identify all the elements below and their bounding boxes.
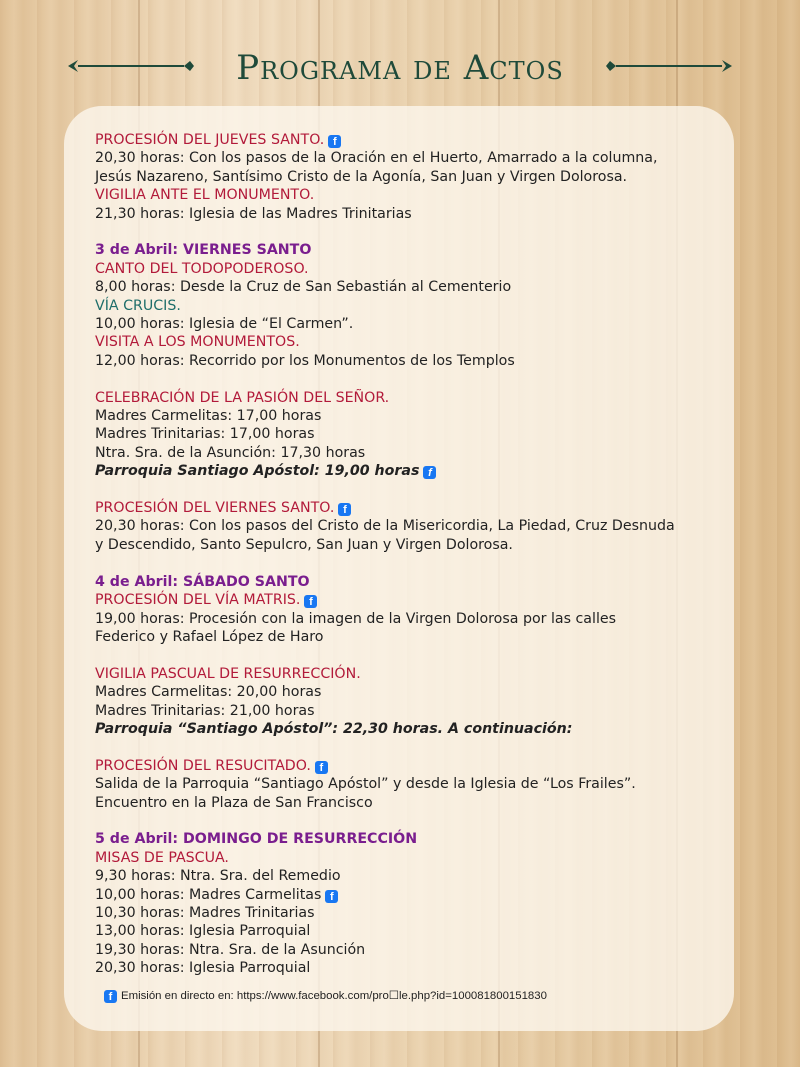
line-text: Salida de la Parroquia “Santiago Apóstol” y desde la Iglesia de “Los Frailes”.	[95, 776, 636, 793]
header	[0, 40, 800, 100]
section-heading	[95, 591, 715, 609]
line-text: CANTO DEL TODOPODEROSO.	[95, 260, 309, 277]
broadcast-footer	[104, 988, 547, 1003]
section-heading	[95, 665, 715, 683]
right-ornament-icon	[604, 56, 734, 76]
facebook-icon[interactable]: f	[423, 466, 436, 479]
section-heading	[95, 260, 715, 278]
line-text: CELEBRACIÓN DE LA PASIÓN DEL SEÑOR.	[95, 389, 390, 406]
spacer	[95, 554, 715, 572]
line-text: PROCESIÓN DEL JUEVES SANTO.	[95, 132, 325, 148]
line-text: Madres Trinitarias: 21,00 horas	[95, 702, 315, 719]
schedule-line	[95, 628, 715, 646]
line-text: VIGILIA ANTE EL MONUMENTO.	[95, 187, 315, 204]
line-text: Parroquia “Santiago Apóstol”: 22,30 horas. A continuación:	[95, 720, 573, 737]
schedule-line	[95, 149, 715, 167]
line-text: 4 de Abril: SÁBADO SANTO	[95, 573, 310, 590]
line-text: Jesús Nazareno, Santísimo Cristo de la Agonía, San Juan y Virgen Dolorosa.	[95, 168, 628, 185]
line-text: 12,00 horas: Recorrido por los Monumentos de los Templos	[95, 352, 515, 369]
facebook-icon[interactable]: f	[328, 135, 341, 148]
line-text: 20,30 horas: Con los pasos del Cristo de la Misericordia, La Piedad, Cruz Desnuda	[95, 518, 675, 535]
line-text: Madres Carmelitas: 17,00 horas	[95, 408, 322, 425]
line-text: 9,30 horas: Ntra. Sra. del Remedio	[95, 868, 341, 885]
line-text: 3 de Abril: VIERNES SANTO	[95, 242, 312, 259]
schedule-line	[95, 315, 715, 333]
spacer	[95, 738, 715, 756]
schedule-line	[95, 683, 715, 701]
schedule-line	[95, 720, 715, 738]
section-heading	[95, 757, 715, 775]
schedule-line	[95, 425, 715, 443]
facebook-icon[interactable]: f	[338, 503, 351, 516]
line-text: 5 de Abril: DOMINGO DE RESURRECCIÓN	[95, 831, 418, 848]
program-content	[95, 131, 715, 978]
schedule-line	[95, 536, 715, 554]
spacer	[95, 646, 715, 664]
line-text: Parroquia Santiago Apóstol: 19,00 horas	[95, 463, 420, 480]
schedule-line	[95, 702, 715, 720]
schedule-line	[95, 462, 715, 480]
facebook-icon[interactable]: f	[104, 990, 117, 1003]
schedule-line	[95, 278, 715, 296]
spacer	[95, 370, 715, 388]
left-ornament-icon	[66, 56, 196, 76]
line-text: PROCESIÓN DEL RESUCITADO.	[95, 757, 311, 774]
line-text: Encuentro en la Plaza de San Francisco	[95, 794, 373, 811]
line-text: 8,00 horas: Desde la Cruz de San Sebastián al Cementerio	[95, 279, 512, 296]
line-text: PROCESIÓN DEL VÍA MATRIS.	[95, 592, 301, 609]
schedule-line	[95, 352, 715, 370]
schedule-line	[95, 922, 715, 940]
schedule-line	[95, 775, 715, 793]
line-text: 10,00 horas: Iglesia de “El Carmen”.	[95, 316, 354, 333]
section-heading	[95, 849, 715, 867]
line-text: 21,30 horas: Iglesia de las Madres Trinitarias	[95, 205, 412, 222]
spacer	[95, 481, 715, 499]
line-text: 20,30 horas: Con los pasos de la Oración en el Huerto, Amarrado a la columna,	[95, 150, 658, 167]
footer-text: Emisión en directo en: https://www.facebook.com/pro☐le.php?id=100081800151830	[121, 990, 547, 1002]
section-heading	[95, 186, 715, 204]
section-heading	[95, 297, 715, 315]
section-heading	[95, 389, 715, 407]
schedule-line	[95, 610, 715, 628]
date-heading	[95, 241, 715, 259]
section-heading	[95, 131, 715, 149]
line-text: VIGILIA PASCUAL DE RESURRECCIÓN.	[95, 665, 361, 682]
section-heading	[95, 333, 715, 351]
line-text: PROCESIÓN DEL VIERNES SANTO.	[95, 500, 335, 517]
schedule-line	[95, 205, 715, 223]
schedule-line	[95, 794, 715, 812]
line-text: 19,30 horas: Ntra. Sra. de la Asunción	[95, 941, 366, 958]
spacer	[95, 812, 715, 830]
section-heading	[95, 499, 715, 517]
line-text: 10,30 horas: Madres Trinitarias	[95, 904, 315, 921]
line-text: Ntra. Sra. de la Asunción: 17,30 horas	[95, 444, 366, 461]
schedule-line	[95, 886, 715, 904]
schedule-line	[95, 904, 715, 922]
schedule-line	[95, 867, 715, 885]
schedule-line	[95, 168, 715, 186]
facebook-icon[interactable]: f	[315, 761, 328, 774]
page-title: Programa de Actos	[236, 48, 564, 88]
line-text: Madres Trinitarias: 17,00 horas	[95, 426, 315, 443]
schedule-line	[95, 941, 715, 959]
line-text: 19,00 horas: Procesión con la imagen de la Virgen Dolorosa por las calles	[95, 610, 617, 627]
line-text: VÍA CRUCIS.	[95, 297, 181, 314]
line-text: 13,00 horas: Iglesia Parroquial	[95, 923, 311, 940]
line-text: 20,30 horas: Iglesia Parroquial	[95, 960, 311, 977]
line-text: MISAS DE PASCUA.	[95, 849, 229, 866]
line-text: Federico y Rafael López de Haro	[95, 628, 324, 645]
date-heading	[95, 830, 715, 848]
date-heading	[95, 573, 715, 591]
schedule-line	[95, 959, 715, 977]
line-text: Madres Carmelitas: 20,00 horas	[95, 684, 322, 701]
schedule-line	[95, 517, 715, 535]
line-text: 10,00 horas: Madres Carmelitas	[95, 886, 322, 903]
spacer	[95, 223, 715, 241]
line-text: VISITA A LOS MONUMENTOS.	[95, 334, 300, 351]
schedule-line	[95, 407, 715, 425]
facebook-icon[interactable]: f	[325, 890, 338, 903]
line-text: y Descendido, Santo Sepulcro, San Juan y Virgen Dolorosa.	[95, 536, 513, 553]
facebook-icon[interactable]: f	[304, 595, 317, 608]
schedule-line	[95, 444, 715, 462]
